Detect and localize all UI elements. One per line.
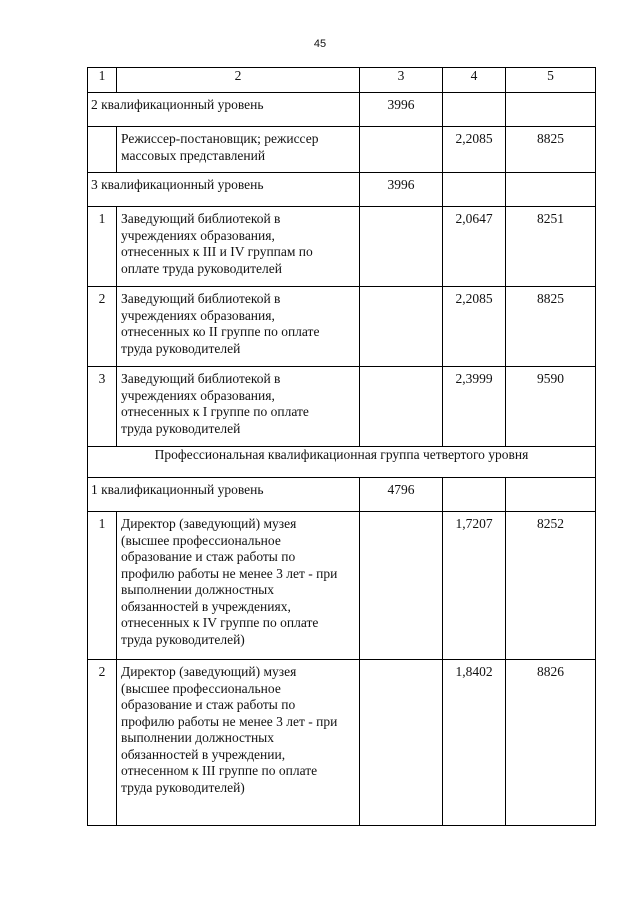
salary: 8825: [506, 287, 596, 367]
level-base-salary: 3996: [360, 173, 443, 207]
empty-cell: [506, 478, 596, 512]
level-label: 3 квалификационный уровень: [88, 173, 360, 207]
description-line: образование и стаж работы по: [121, 549, 296, 564]
header-cell: 5: [506, 68, 596, 93]
description-line: массовых представлений: [121, 147, 266, 163]
description-line: Заведующий библиотекой в: [121, 211, 281, 226]
row-number: 3: [88, 367, 117, 447]
empty-cell: [360, 287, 443, 367]
position-description: [117, 127, 360, 173]
level-label: 2 квалификационный уровень: [88, 93, 360, 127]
description-line: Заведующий библиотекой в: [121, 291, 281, 306]
coefficient: 1,8402: [443, 660, 506, 826]
position-description: [117, 367, 360, 447]
description-line: профилю работы не менее 3 лет - при: [121, 713, 338, 729]
empty-cell: [443, 93, 506, 127]
salary: 8826: [506, 660, 596, 826]
group-title: Профессиональная квалификационная группа четвертого уровня: [88, 447, 596, 478]
header-cell: 3: [360, 68, 443, 93]
header-row: [88, 68, 596, 93]
description-line: отнесенных к III и IV группам по: [121, 244, 313, 259]
table-row: [88, 207, 596, 287]
row-number: 1: [88, 512, 117, 660]
description-line: учреждениях образования,: [121, 307, 275, 323]
level-base-salary: 3996: [360, 93, 443, 127]
empty-cell: [360, 367, 443, 447]
description-line: выполнении должностных: [121, 582, 274, 597]
level-row: [88, 478, 596, 512]
description-line: оплате труда руководителей: [121, 260, 282, 276]
position-description: [117, 660, 360, 826]
description-line: Директор (заведующий) музея: [121, 664, 297, 679]
coefficient: 2,2085: [443, 287, 506, 367]
empty-cell: [360, 512, 443, 660]
level-row: [88, 173, 596, 207]
description-line: обязанностей в учреждениях,: [121, 598, 291, 614]
coefficient: 2,3999: [443, 367, 506, 447]
level-row: [88, 93, 596, 127]
empty-cell: [443, 478, 506, 512]
table-row: [88, 127, 596, 173]
empty-cell: [360, 660, 443, 826]
empty-cell: [443, 173, 506, 207]
table-row: [88, 367, 596, 447]
description-line: профилю работы не менее 3 лет - при: [121, 565, 338, 581]
description-line: Директор (заведующий) музея: [121, 516, 297, 531]
description-line: Режиссер-постановщик; режиссер: [121, 131, 319, 146]
position-description: [117, 207, 360, 287]
coefficient: 2,0647: [443, 207, 506, 287]
salary: 9590: [506, 367, 596, 447]
description-line: учреждениях образования,: [121, 227, 275, 243]
header-cell: 4: [443, 68, 506, 93]
description-line: труда руководителей): [121, 631, 245, 647]
coefficient: 2,2085: [443, 127, 506, 173]
level-label: 1 квалификационный уровень: [88, 478, 360, 512]
description-line: труда руководителей): [121, 779, 245, 795]
position-description: [117, 287, 360, 367]
group-row: [88, 447, 596, 478]
description-line: Заведующий библиотекой в: [121, 371, 281, 386]
row-number: 1: [88, 207, 117, 287]
description-line: труда руководителей: [121, 340, 241, 356]
row-number: 2: [88, 287, 117, 367]
row-number: [88, 127, 117, 173]
description-line: труда руководителей: [121, 420, 241, 436]
table-row: [88, 512, 596, 660]
description-line: образование и стаж работы по: [121, 697, 296, 712]
description-line: обязанностей в учреждении,: [121, 746, 286, 762]
description-line: (высшее профессиональное: [121, 532, 281, 548]
description-line: отнесенных к IV группе по оплате: [121, 615, 319, 630]
salary: 8251: [506, 207, 596, 287]
empty-cell: [360, 207, 443, 287]
description-line: (высшее профессиональное: [121, 680, 281, 696]
description-line: отнесенном к III группе по оплате: [121, 763, 318, 778]
header-cell: 1: [88, 68, 117, 93]
description-line: отнесенных ко II группе по оплате: [121, 324, 320, 339]
table-row: [88, 287, 596, 367]
salary-table: [87, 67, 596, 826]
description-line: выполнении должностных: [121, 730, 274, 745]
page-number: 45: [313, 38, 327, 50]
position-description: [117, 512, 360, 660]
coefficient: 1,7207: [443, 512, 506, 660]
salary: 8825: [506, 127, 596, 173]
empty-cell: [506, 173, 596, 207]
header-cell: 2: [117, 68, 360, 93]
table-row: [88, 660, 596, 826]
description-line: учреждениях образования,: [121, 387, 275, 403]
level-base-salary: 4796: [360, 478, 443, 512]
description-line: отнесенных к I группе по оплате: [121, 404, 309, 419]
empty-cell: [360, 127, 443, 173]
row-number: 2: [88, 660, 117, 826]
salary: 8252: [506, 512, 596, 660]
empty-cell: [506, 93, 596, 127]
